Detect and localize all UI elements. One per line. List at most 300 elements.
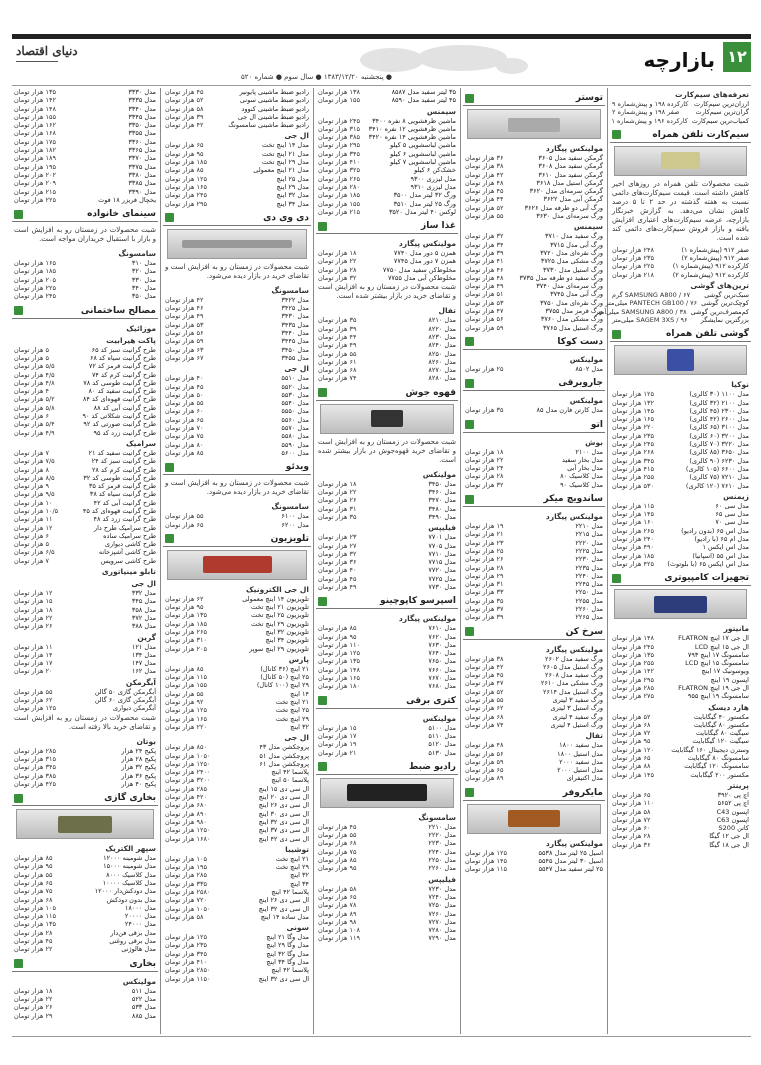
product-name: ورگ استیل ۳ لیتری (550, 704, 603, 713)
product-price: ۶۰ هزار تومان (612, 824, 651, 833)
product-name: ماشین ظرفشویی ۸ نفره ۳۴۰۰ (372, 116, 456, 125)
price-row (463, 555, 605, 563)
product-price: ۶۲ هزار تومان (465, 704, 504, 713)
gas-heater-image (16, 809, 154, 839)
brand-label: نوکیا (731, 380, 749, 390)
product-name: مدل ۵۵۹۰ (281, 440, 309, 449)
product-price: ۱۶۵ هزار تومان (165, 714, 207, 723)
product-price: ۴۹ هزار تومان (465, 282, 504, 291)
product-name: مدل ۵۵۳۰ (281, 390, 309, 399)
price-row (163, 141, 311, 149)
price-row (610, 457, 751, 465)
price-row (316, 823, 458, 831)
product-price: ۲۲۵ هزار تومان (14, 195, 56, 204)
price-row (316, 141, 458, 149)
price-row (610, 799, 751, 807)
price-row (463, 663, 605, 671)
product-price: ۲۹ هزار تومان (465, 571, 504, 580)
product-name: مدل ۲۰۰۰۰ (124, 912, 156, 921)
product-name: طرح کاشی آشپزخانه (98, 548, 156, 557)
product-price: ۷۵ هزار تومان (165, 432, 204, 441)
product-name: مدل ۲۳۰۰ (۴۵ کالری) (689, 406, 749, 415)
section-header-sim (610, 128, 751, 143)
product-price: ۱۷ هزار تومان (14, 659, 53, 668)
price-row (605, 299, 751, 308)
product-name: مدل سی ۷۰ (715, 518, 749, 527)
brand-label: ال جی (284, 733, 309, 743)
product-price: ۱۶۵ هزار تومان (318, 674, 360, 683)
product-name: تلویزیون ۲۹ اینچ سوپر (249, 644, 309, 653)
product-price: ۵۸ هزار تومان (165, 104, 204, 113)
price-row (163, 706, 311, 714)
product-price: ۱۶۵ هزار تومان (612, 415, 654, 424)
product-name: مدل لیزری ۹۳۰۰ (410, 174, 456, 183)
section-title: سیم‌کارت تلفن همراه (652, 129, 749, 140)
product-price: ۸۵ هزار تومان (165, 664, 204, 673)
price-row (12, 482, 158, 490)
product-price: ۵۳۰ هزار تومان (612, 481, 654, 490)
product-price: ۴۸ هزار تومان (465, 741, 504, 750)
brand-label: گرین (137, 632, 156, 642)
electrical-price-list (12, 589, 158, 630)
price-row (610, 552, 751, 560)
brand-label: ال جی (284, 131, 309, 141)
product-price: ۲۹۵ هزار تومان (165, 199, 207, 208)
product-price: ۵۶ هزار تومان (465, 749, 504, 758)
product-name: طرح گرانیت کرم کد ۲۸ (91, 465, 156, 474)
product-price: ۷۲۰ هزار تومان (165, 896, 207, 905)
section-marker-icon (465, 94, 474, 103)
product-name: مدل ۷۲۳۰ (428, 884, 456, 893)
fryer-price-list-2 (463, 741, 605, 782)
product-price: ۱۹ هزار تومان (318, 740, 357, 749)
price-row (12, 995, 158, 1003)
product-name: اچ پی ۳۹۲۰ (717, 790, 749, 799)
product-price: ۱۹۵ هزار تومان (165, 863, 207, 872)
price-row (463, 539, 605, 547)
price-row (463, 241, 605, 249)
product-name: گرمکن استیل مدل ۳۶۱۸ (536, 178, 603, 187)
section-header-tv (163, 532, 311, 547)
product-name: طرح گرانیت قهوه‌ای کد ۴۵ (82, 506, 156, 515)
product-name: سامسونگ ۱۲۰ گیگابایت (684, 762, 749, 771)
price-row (316, 848, 458, 856)
price-row (163, 399, 311, 407)
product-price: ۳۸ هزار تومان (465, 162, 504, 171)
price-row (463, 324, 605, 332)
price-row (316, 550, 458, 558)
product-price: ۵۶ هزار تومان (165, 329, 204, 338)
product-name: گرمکن سفید مدل ۳۶۱۰ (538, 170, 603, 179)
product-name: پکیج ۴۰ هزار (121, 779, 156, 788)
product-price: ۱۴۲ هزار تومان (612, 667, 654, 676)
product-name: مدل ۲۱۰۰ (575, 447, 603, 456)
product-price: ۱۹ هزار تومان (465, 522, 504, 531)
price-row (12, 507, 158, 515)
price-row (463, 274, 605, 282)
product-price: ۴۹ هزار تومان (165, 312, 204, 321)
product-price: ۴۱۰ هزار تومان (165, 958, 207, 967)
price-row (316, 831, 458, 839)
product-name: کمیاب‌ترین سیم‌کارت (691, 116, 749, 125)
computer-price-list-2 (610, 713, 751, 779)
product-price: ۸۰ هزار تومان (165, 440, 204, 449)
price-row (316, 358, 458, 366)
product-name: مدل شومینه ۱۵۰۰۰ (103, 862, 156, 871)
product-price: ۵۸ هزار تومان (318, 884, 357, 893)
product-name: رادیو ضبط ماشینی سونی (239, 96, 309, 105)
product-name: کانن S200 (718, 824, 749, 833)
price-row (163, 391, 311, 399)
product-price: ۴۸ هزار تومان (465, 178, 504, 187)
product-name: مدل ام ۶۵ (با رادیو) (694, 535, 749, 544)
product-price: ۱۸۵ هزار تومان (165, 158, 207, 167)
product-price: ۱۵۵ هزار تومان (165, 681, 207, 690)
price-row (463, 171, 605, 179)
price-row (610, 634, 751, 642)
product-name: گرمکن سفید مدل ۳۶۰۵ (538, 154, 603, 162)
price-row (316, 926, 458, 934)
product-price: ۱۸۵ هزار تومان (612, 551, 654, 560)
product-price: ۱۴۵ هزار تومان (612, 406, 654, 415)
product-name: وسترن دیجیتال ۱۶۰ گیگابایت (671, 745, 749, 754)
product-price: ۲۱۵ هزار تومان (318, 207, 360, 216)
section-title: جاروبرقی (558, 378, 603, 389)
tv-top-price-list (163, 141, 311, 207)
product-name: سیگیت ۸۰ گیگابایت (695, 729, 749, 738)
product-name: ورگ سرمه‌ای مدل ۳۶۳۰ (536, 212, 603, 221)
toaster-price-list-2 (463, 232, 605, 332)
price-row (610, 465, 751, 473)
product-name: ماشین ظرفشویی ۱۲ نفره ۳۴۱۰ (368, 124, 456, 133)
price-row (610, 762, 751, 770)
product-name: مدل ۲۲۳۰ (428, 839, 456, 848)
product-price: ۶ هزار تومان (14, 412, 49, 421)
price-row (163, 200, 311, 208)
product-price: ۱۰۵۰ هزار تومان (165, 904, 211, 913)
product-name: رادیو ضبط ماشینی کنوود (241, 104, 309, 113)
product-price: ۱۰ هزار تومان (14, 498, 53, 507)
price-row (163, 723, 311, 731)
product-name: کوچک‌ترین گوشی (701, 299, 749, 308)
price-row (610, 407, 751, 415)
price-row (610, 659, 751, 667)
price-row (163, 645, 311, 653)
price-row (12, 171, 158, 179)
product-price: ۴۵ هزار تومان (318, 822, 357, 831)
price-row (163, 105, 311, 113)
product-name: مدل ۷۶۱۰ (428, 624, 456, 633)
price-row (163, 512, 311, 520)
price-row (163, 354, 311, 362)
product-name: ال جی ۱۷ اینچ FLATRON (678, 634, 749, 643)
price-row (12, 651, 158, 659)
top-rule (12, 85, 751, 86)
price-row (163, 818, 311, 826)
price-row (463, 456, 605, 464)
price-row (463, 179, 605, 187)
product-price: ۶۲ هزار تومان (14, 696, 53, 705)
product-name: ۲۵ لیتر سفید مدل ۵۵۴۷ (538, 865, 603, 874)
product-name: مدل ۷۶۲۰ (428, 632, 456, 641)
price-row (610, 543, 751, 551)
section-marker-icon (465, 627, 474, 636)
price-row (12, 515, 158, 523)
product-price: ۵۵ هزار تومان (14, 870, 53, 879)
product-name: مدل اس ۶۵ (بدون رادیو) (681, 526, 749, 535)
price-row (163, 776, 311, 784)
price-row (316, 657, 458, 665)
product-price: ۵۶ هزار تومان (465, 315, 504, 324)
product-name: مدل ۷۲۹۰ (428, 934, 456, 943)
price-row (12, 292, 158, 300)
price-row (12, 597, 158, 605)
product-price: ۱۷ هزار تومان (318, 731, 357, 740)
product-price: ۲۰۵ هزار تومان (165, 644, 207, 653)
product-name: مدل ۳۲۰ (131, 267, 156, 276)
price-row (12, 1012, 158, 1020)
product-name: مدل ۷۶۸۰ (428, 682, 456, 691)
product-name: مدل بخار سفید (562, 455, 603, 464)
product-price: ۱۸۵ هزار تومان (318, 191, 360, 200)
product-name: ۲۱ اینچ (۳۶ کانال) (260, 664, 309, 673)
section-title: سرخ کن (565, 626, 603, 637)
product-price: ۷۰ هزار تومان (165, 424, 204, 433)
price-row (316, 583, 458, 591)
product-price: ۱۱۵ هزار تومان (612, 501, 654, 510)
product-price: ۵/۴ هزار تومان (14, 420, 55, 429)
product-price: ۱۸ هزار تومان (318, 249, 357, 258)
brand-label: سامسونگ (418, 812, 456, 822)
price-row (316, 749, 458, 757)
product-price: ۴۶ هزار تومان (165, 304, 204, 313)
product-price: ۲۴۰ هزار تومان (612, 535, 654, 544)
product-name: مدل ۳۴۶۰ (428, 488, 456, 497)
product-name: ماشین لباسشویی ۷ کیلو (390, 158, 456, 167)
price-row (163, 826, 311, 834)
product-name: مدل ۳۱۰۰ (۶۵ کالری) (689, 423, 749, 432)
section-title: اتو (590, 419, 603, 430)
product-price: ۶۲ هزار تومان (165, 594, 204, 603)
product-price: ۹۵ هزار تومان (14, 862, 53, 871)
product-name: مدل ۲۲۵۵ (575, 596, 603, 605)
price-row (12, 929, 158, 937)
price-row (163, 374, 311, 382)
product-price: ۶۵ هزار تومان (165, 520, 204, 529)
price-row (316, 374, 458, 382)
page-title: بازارچه (643, 48, 715, 72)
product-price: ۵۲ هزار تومان (465, 203, 504, 212)
product-name: طرح گرانیت سیاه کد ۳۸ (89, 490, 156, 499)
section-title: غذا ساز (421, 221, 456, 232)
price-row (463, 472, 605, 480)
product-name: ۲۹ اینچ تخت (275, 714, 309, 723)
product-name: مدل ساده ۱۴ اینچ (260, 912, 309, 921)
price-row (610, 510, 751, 518)
price-row (163, 855, 311, 863)
product-name: مدل اس ۵۵ (اسپانیا) (692, 551, 749, 560)
product-price: ۲۵۵ هزار تومان (612, 659, 654, 668)
product-price: ۲۴۵ هزار تومان (165, 191, 207, 200)
product-price: ۱۲۵ هزار تومان (165, 933, 207, 942)
product-name: طرح گرانیت قرمز کد ۳۵ (88, 482, 156, 491)
price-row (316, 480, 458, 488)
product-name: ۳۲ اینچ (290, 871, 309, 880)
product-price: ۴۵ هزار تومان (465, 187, 504, 196)
product-price: ۷/۵ هزار تومان (14, 457, 55, 466)
price-row (610, 824, 751, 832)
water-heater-price-list (12, 688, 158, 713)
product-name: مدل ۱۴۷ (131, 659, 156, 668)
product-price: ۳۳ هزار تومان (465, 588, 504, 597)
price-row (163, 521, 311, 529)
price-row (12, 780, 158, 788)
product-name: مدل ۲۲۶۵ (575, 613, 603, 622)
price-row (163, 863, 311, 871)
product-price: ۵۵ هزار تومان (165, 399, 204, 408)
price-row (463, 448, 605, 456)
product-price: ۱۰۵ هزار تومان (165, 854, 207, 863)
price-row (316, 649, 458, 657)
product-name: مدل ۷۶۷۰ (428, 674, 456, 683)
section-note: شبت محصولات تلفن همراه در روزهای اخیر کاهش داشته است. قیمت سیم‌کارت‌های دائمی نسبت به هفته گذشته در حد ۲ تا ۵ درصد کاهش نشان می‌دهد. به گزارش خبرنگار بازارچه، عرضه سیم‌کارت‌های اعتباری افزایش یافته و بازار فروش سیم‌کارت‌های دائمی کند شده است. (612, 179, 750, 242)
product-name: مدل ۳۴۲۲ (281, 295, 309, 304)
newspaper-logo: دنیای اقتصاد (16, 44, 78, 58)
price-row (12, 420, 158, 428)
product-price: ۸۹ هزار تومان (318, 909, 357, 918)
radio-price-list-2 (316, 885, 458, 943)
product-price: ۵۹ هزار تومان (165, 337, 204, 346)
product-name: مخلوط‌کن آبی مدل ۷۷۵۵ (387, 274, 456, 283)
product-name: پروجکشن مدل ۵۱ (259, 751, 309, 760)
price-row (316, 856, 458, 864)
price-row (163, 603, 311, 611)
food-price-list-2 (316, 316, 458, 382)
price-row (12, 912, 158, 920)
price-row (316, 934, 458, 942)
product-name: ورگ سفید دو طرفه مدل ۳۷۳۵ (519, 273, 603, 282)
price-row (12, 113, 158, 121)
product-price: ۳۴۵ هزار تومان (165, 949, 207, 958)
product-price: ۴۵ هزار تومان (465, 671, 504, 680)
product-name: مدل ۲۶۰۰ (۴۲ کالری) (689, 415, 749, 424)
product-name: مدل ۶۲۳۰ (۹۰ کالری) (689, 456, 749, 465)
product-price: ۱۵ هزار تومان (318, 723, 357, 732)
product-price: ۲۶ هزار تومان (14, 1003, 53, 1012)
product-price: ۱۲۵ هزار تومان (14, 704, 56, 713)
product-price: کارکرده ۱۹۶ و پیش‌شماره ۱ (611, 116, 688, 125)
product-price: ۱۴۵ هزار تومان (612, 510, 654, 519)
product-price: ۲۶۵ هزار تومان (612, 526, 654, 535)
product-price: SAMSUNG A800 / ۶۷ گرم (612, 291, 691, 300)
product-price: ۳۱۵ هزار تومان (318, 124, 360, 133)
price-row (163, 312, 311, 320)
product-name: مدل هالوژنی (121, 945, 156, 954)
product-price: ۶۷ هزار تومان (165, 353, 204, 362)
brand-label: پرینتر (727, 780, 749, 790)
price-row (463, 613, 605, 621)
price-row (163, 620, 311, 628)
price-row (463, 290, 605, 298)
product-price: ۲۸ هزار تومان (465, 563, 504, 572)
section-marker-icon (318, 222, 327, 231)
product-price: ۲۲ هزار تومان (14, 994, 53, 1003)
product-price: ۴۱۰ هزار تومان (318, 158, 360, 167)
price-row (12, 606, 158, 614)
product-price: ۵۲ هزار تومان (612, 712, 651, 721)
product-price: ۴۷ هزار تومان (465, 307, 504, 316)
price-row (316, 666, 458, 674)
product-name: مدل ۳۴۵۵ (281, 353, 309, 362)
price-row (12, 346, 158, 354)
product-price: ۷۲ هزار تومان (612, 815, 651, 824)
product-name: طرح گرانیت قرمز کد ۷۲ (88, 362, 156, 371)
product-price: ۱۴۸ هزار تومان (612, 634, 654, 643)
mobile-phone-image (614, 345, 747, 375)
section-title: ساندویچ میکر (543, 494, 603, 505)
product-price: ۵۳ هزار تومان (165, 320, 204, 329)
price-row (610, 390, 751, 398)
product-name: طرح کاشی سرویس (100, 556, 156, 565)
product-price: ۴۱۵ هزار تومان (612, 464, 654, 473)
toaster-price-list (463, 154, 605, 220)
product-price: ۲۷ هزار تومان (318, 541, 357, 550)
price-row (12, 896, 158, 904)
product-price: ۳۵ هزار تومان (318, 316, 357, 325)
product-name: مدل ۶۲۰۰ (281, 520, 309, 529)
product-name: مدل ۲۲۴۰ (575, 571, 603, 580)
product-price: ۸۵۰ هزار تومان (165, 743, 207, 752)
product-name: طرح کاشی دیواری (104, 540, 156, 549)
product-price: ۵/۸ هزار تومان (14, 403, 55, 412)
product-name: مدل ۵۵۶۰ (281, 415, 309, 424)
product-name: طرح سرامیک طرح دار (93, 523, 156, 532)
section-marker-icon (165, 534, 174, 543)
brand-label: تفال (438, 306, 456, 316)
brand-label: مولینکس پیگارد (545, 838, 603, 848)
product-name: مکستور ۸۰ گیگابایت (693, 720, 749, 729)
product-name: مدل دودکش‌دار ۱۲۰۰۰ (94, 887, 156, 896)
product-price: ۱۱۵۰ هزار تومان (165, 974, 211, 983)
price-row (163, 416, 311, 424)
price-row (316, 200, 458, 208)
product-name: ال سی دی ۱۵ اینچ (258, 784, 309, 793)
product-name: آبگرمکن گازی ۶۰ گالن (94, 696, 156, 705)
price-row (316, 158, 458, 166)
product-name: ۳۲ اینچ (290, 722, 309, 731)
product-price: ۱۶۸۰ هزار تومان (165, 834, 211, 843)
product-price: ۵۰ هزار تومان (165, 390, 204, 399)
product-price: ۶۰ هزار تومان (165, 407, 204, 416)
product-price: ۸۵ هزار تومان (165, 448, 204, 457)
price-row (463, 865, 605, 873)
brand-label: مولینکس پیگارد (398, 614, 456, 624)
product-name: سیگیت ۱۲۰ گیگابایت (692, 737, 749, 746)
product-name: ۲۱ اینچ تخت (275, 854, 309, 863)
price-row (12, 196, 158, 204)
product-name: مدل ۳۳۵۵ (128, 129, 156, 138)
price-row (463, 588, 605, 596)
price-row (12, 879, 158, 887)
product-name: ال جی ۱۲ گیگا (709, 832, 749, 841)
price-row (610, 667, 751, 675)
price-row (12, 371, 158, 379)
product-price: ۶۵ هزار تومان (612, 754, 651, 763)
price-row (463, 481, 605, 489)
price-row (12, 138, 158, 146)
price-row (163, 321, 311, 329)
product-price: ۳۶ هزار تومان (465, 154, 504, 162)
